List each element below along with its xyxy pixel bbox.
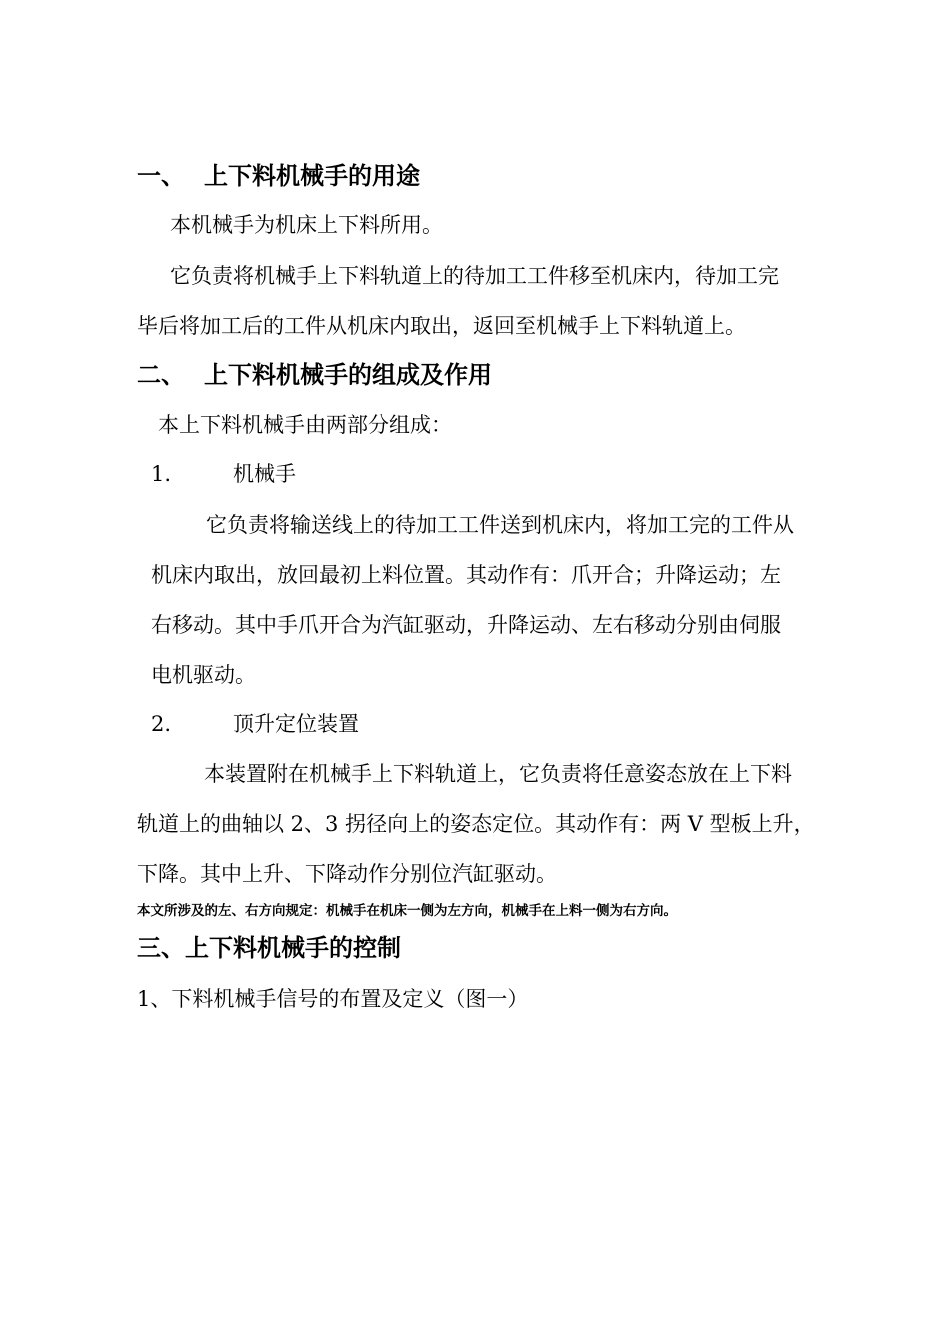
item-2-line-1: 本装置附在机械手上下料轨道上，它负责将任意姿态放在上下料 [204,762,792,786]
section-1-paragraph-2-line-1: 它负责将机械手上下料轨道上的待加工工件移至机床内，待加工完 [170,264,779,288]
section-3-title: 三、上下料机械手的控制 [137,934,401,962]
item-2-title: 顶升定位装置 [233,712,359,736]
item-1-number: 1. [151,462,172,486]
item-1-line-4: 电机驱动。 [151,663,256,687]
section-1-paragraph-1: 本机械手为机床上下料所用。 [170,213,443,237]
section-2-number: 二、 [137,361,185,389]
item-1-line-3: 右移动。其中手爪开合为汽缸驱动，升降运动、左右移动分别由伺服 [151,613,781,637]
item-2-line-2: 轨道上的曲轴以 2、3 拐径向上的姿态定位。其动作有：两 V 型板上升， [137,812,815,836]
direction-note: 本文所涉及的左、右方向规定：机械手在机床一侧为左方向，机械手在上料一侧为右方向。 [137,903,677,919]
section-3-subheading-1: 1、下料机械手信号的布置及定义（图一） [137,987,529,1011]
section-1-title: 上下料机械手的用途 [204,162,420,190]
item-1-line-2: 机床内取出，放回最初上料位置。其动作有：爪开合；升降运动；左 [151,563,781,587]
item-2-number: 2. [151,712,172,736]
section-1-number: 一、 [137,162,185,190]
item-1-title: 机械手 [233,462,296,486]
section-1-paragraph-2-line-2: 毕后将加工后的工件从机床内取出，返回至机械手上下料轨道上。 [137,314,746,338]
section-2-intro: 本上下料机械手由两部分组成： [158,413,452,437]
item-2-line-3: 下降。其中上升、下降动作分别位汽缸驱动。 [137,862,557,886]
section-2-title: 上下料机械手的组成及作用 [204,361,492,389]
item-1-line-1: 它负责将输送线上的待加工工件送到机床内，将加工完的工件从 [206,513,794,537]
